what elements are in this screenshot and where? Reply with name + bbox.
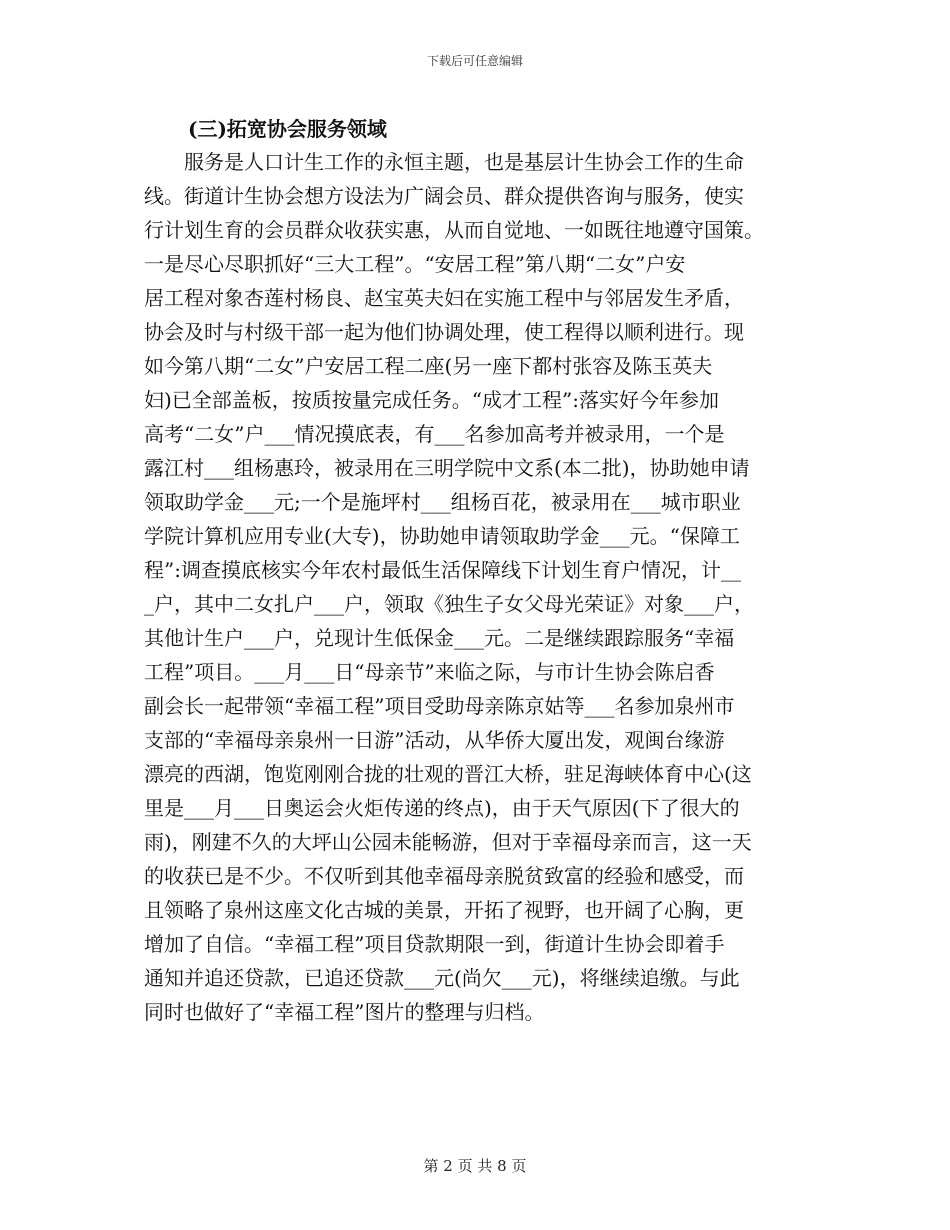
page-number: 第 2 页 共 8 页 xyxy=(423,1157,527,1175)
body-line: 协会及时与村级干部一起为他们协调处理，使工程得以顺利进行。现 xyxy=(144,320,744,344)
body-line: 的收获已是不少。不仅听到其他幸福母亲脱贫致富的经验和感受，而 xyxy=(144,864,744,888)
body-line: 通知并追还贷款，已追还贷款___元(尚欠___元)，将继续追缴。与此 xyxy=(144,966,740,990)
body-line: 如今第八期“二女”户安居工程二座(另一座下都村张容及陈玉英夫 xyxy=(144,354,713,378)
body-line: 学院计算机应用专业(大专)，协助她申请领取助学金___元。“保障工 xyxy=(144,524,740,548)
body-line: 露江村___组杨惠玲，被录用在三明学院中文系(本二批)，协助她申请 xyxy=(144,456,750,480)
body-line: 妇)已全部盖板，按质按量完成任务。“成才工程”:落实好今年参加 xyxy=(144,388,719,412)
header-note: 下载后可任意编辑 xyxy=(426,54,523,68)
body-line: 居工程对象杏莲村杨良、赵宝英夫妇在实施工程中与邻居发生矛盾， xyxy=(144,286,744,310)
body-line: 支部的“幸福母亲泉州一日游”活动，从华侨大厦出发，观闽台缘游 xyxy=(144,728,725,752)
body-line: 副会长一起带领“幸福工程”项目受助母亲陈京姑等___名参加泉州市 xyxy=(144,694,735,718)
body-line: 程”:调查摸底核实今年农村最低生活保障线下计划生育户情况，计__ xyxy=(144,558,741,582)
body-line: _户，其中二女扎户___户，领取《独生子女父母光荣证》对象___户， xyxy=(144,592,754,616)
body-line: 服务是人口计生工作的永恒主题，也是基层计生协会工作的生命 xyxy=(144,150,744,174)
body-line: 漂亮的西湖，饱览刚刚合拢的壮观的晋江大桥，驻足海峡体育中心(这 xyxy=(144,762,752,786)
section-heading: (三)拓宽协会服务领域 xyxy=(188,117,387,141)
body-line: 线。街道计生协会想方设法为广阔会员、群众提供咨询与服务，使实 xyxy=(144,184,744,208)
body-line: 一是尽心尽职抓好“三大工程”。“安居工程”第八期“二女”户安 xyxy=(144,252,686,276)
body-line: 里是___月___日奥运会火炬传递的终点)，由于天气原因(下了很大的 xyxy=(144,796,740,820)
body-line: 其他计生户___户，兑现计生低保金___元。二是继续跟踪服务“幸福 xyxy=(144,626,735,650)
body-line: 增加了自信。“幸福工程”项目贷款期限一到，街道计生协会即着手 xyxy=(144,932,725,956)
body-line: 且领略了泉州这座文化古城的美景，开拓了视野，也开阔了心胸，更 xyxy=(144,898,744,922)
body-line: 领取助学金___元;一个是施坪村___组杨百花，被录用在___城市职业 xyxy=(144,490,741,514)
body-line: 同时也做好了“幸福工程”图片的整理与归档。 xyxy=(144,1000,545,1024)
body-line: 高考“二女”户___情况摸底表，有___名参加高考并被录用，一个是 xyxy=(144,422,725,446)
body-line: 工程”项目。___月___日“母亲节”来临之际，与市计生协会陈启香 xyxy=(144,660,715,684)
body-line: 行计划生育的会员群众收获实惠，从而自觉地、一如既往地遵守国策。 xyxy=(144,218,764,242)
body-line: 雨)，刚建不久的大坪山公园未能畅游，但对于幸福母亲而言，这一天 xyxy=(144,830,752,854)
